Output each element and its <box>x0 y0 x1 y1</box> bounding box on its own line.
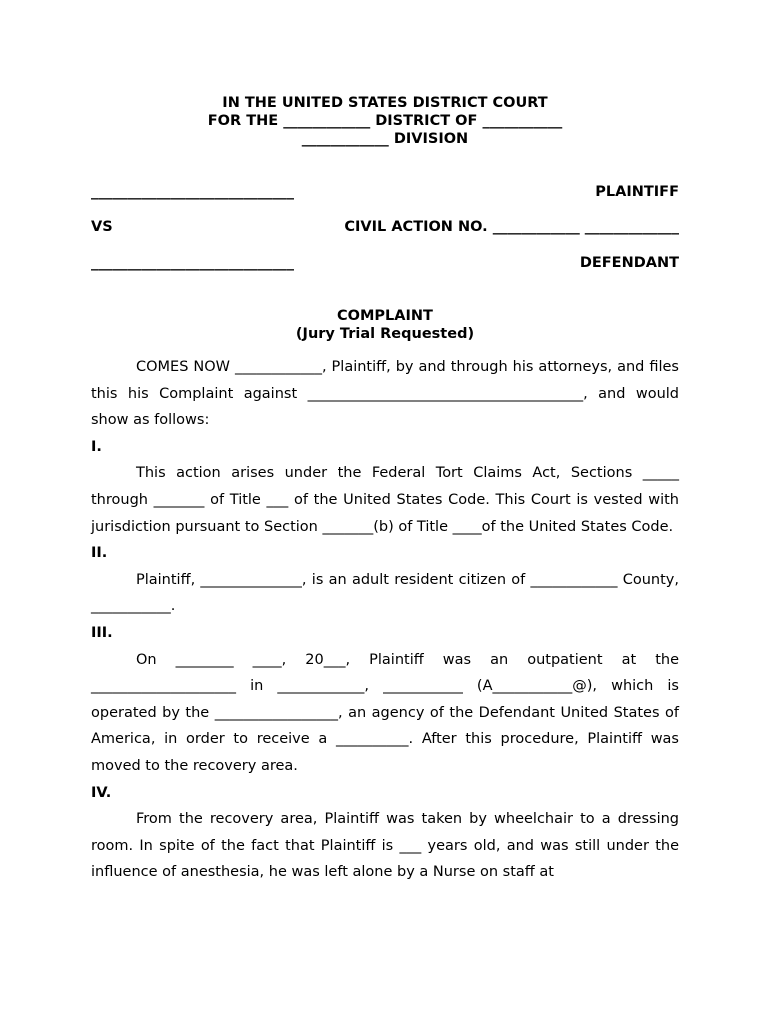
civil-action-number: CIVIL ACTION NO. ____________ _____________ <box>344 219 679 235</box>
plaintiff-name-blank: ____________________________ <box>91 184 294 200</box>
complaint-title: COMPLAINT <box>337 308 433 324</box>
section-paragraph: This action arises under the Federal Tort Claims Act, Sections _____ through _______ of Title ___ of the United States Code. This Court is vested with jurisdiction pursuant to Section _______(b) of Title ____of the United States Code. <box>91 465 679 535</box>
complaint-body <box>91 354 679 886</box>
section-paragraph: From the recovery area, Plaintiff was taken by wheelchair to a dressing room. In spite of the fact that Plaintiff is ___ years old, and was still under the influence of anesthesia, he was left alone by a Nurse on staff at <box>91 811 679 881</box>
court-caption-line2: FOR THE ____________ DISTRICT OF ___________ <box>207 113 563 129</box>
section-paragraph: On ________ ____, 20___, Plaintiff was an outpatient at the ____________________ in ____________, ___________ (A___________@), which is operated by the _________________, an agency of the Defendant United States of America, in order to receive a __________. After this procedure, Plaintiff was moved to the recovery area. <box>91 651 679 774</box>
intro-paragraph: COMES NOW ____________, Plaintiff, by and through his attorneys, and files this his Complaint against ______________________________________, and would show as follows: <box>91 359 679 429</box>
section-heading: II. <box>91 545 108 562</box>
plaintiff-label: PLAINTIFF <box>595 184 679 200</box>
court-caption-line1: IN THE UNITED STATES DISTRICT COURT <box>222 95 548 111</box>
court-caption-line3: ____________ DIVISION <box>301 131 469 147</box>
section-heading: IV. <box>91 784 112 801</box>
complaint-subtitle: (Jury Trial Requested) <box>295 326 475 342</box>
defendant-label: DEFENDANT <box>579 255 679 271</box>
vs-label: VS <box>91 219 113 235</box>
section-paragraph: Plaintiff, ______________, is an adult resident citizen of ____________ County, ___________. <box>91 571 679 615</box>
section-heading: I. <box>91 438 102 455</box>
defendant-name-blank: ____________________________ <box>91 255 294 271</box>
section-heading: III. <box>91 624 113 641</box>
